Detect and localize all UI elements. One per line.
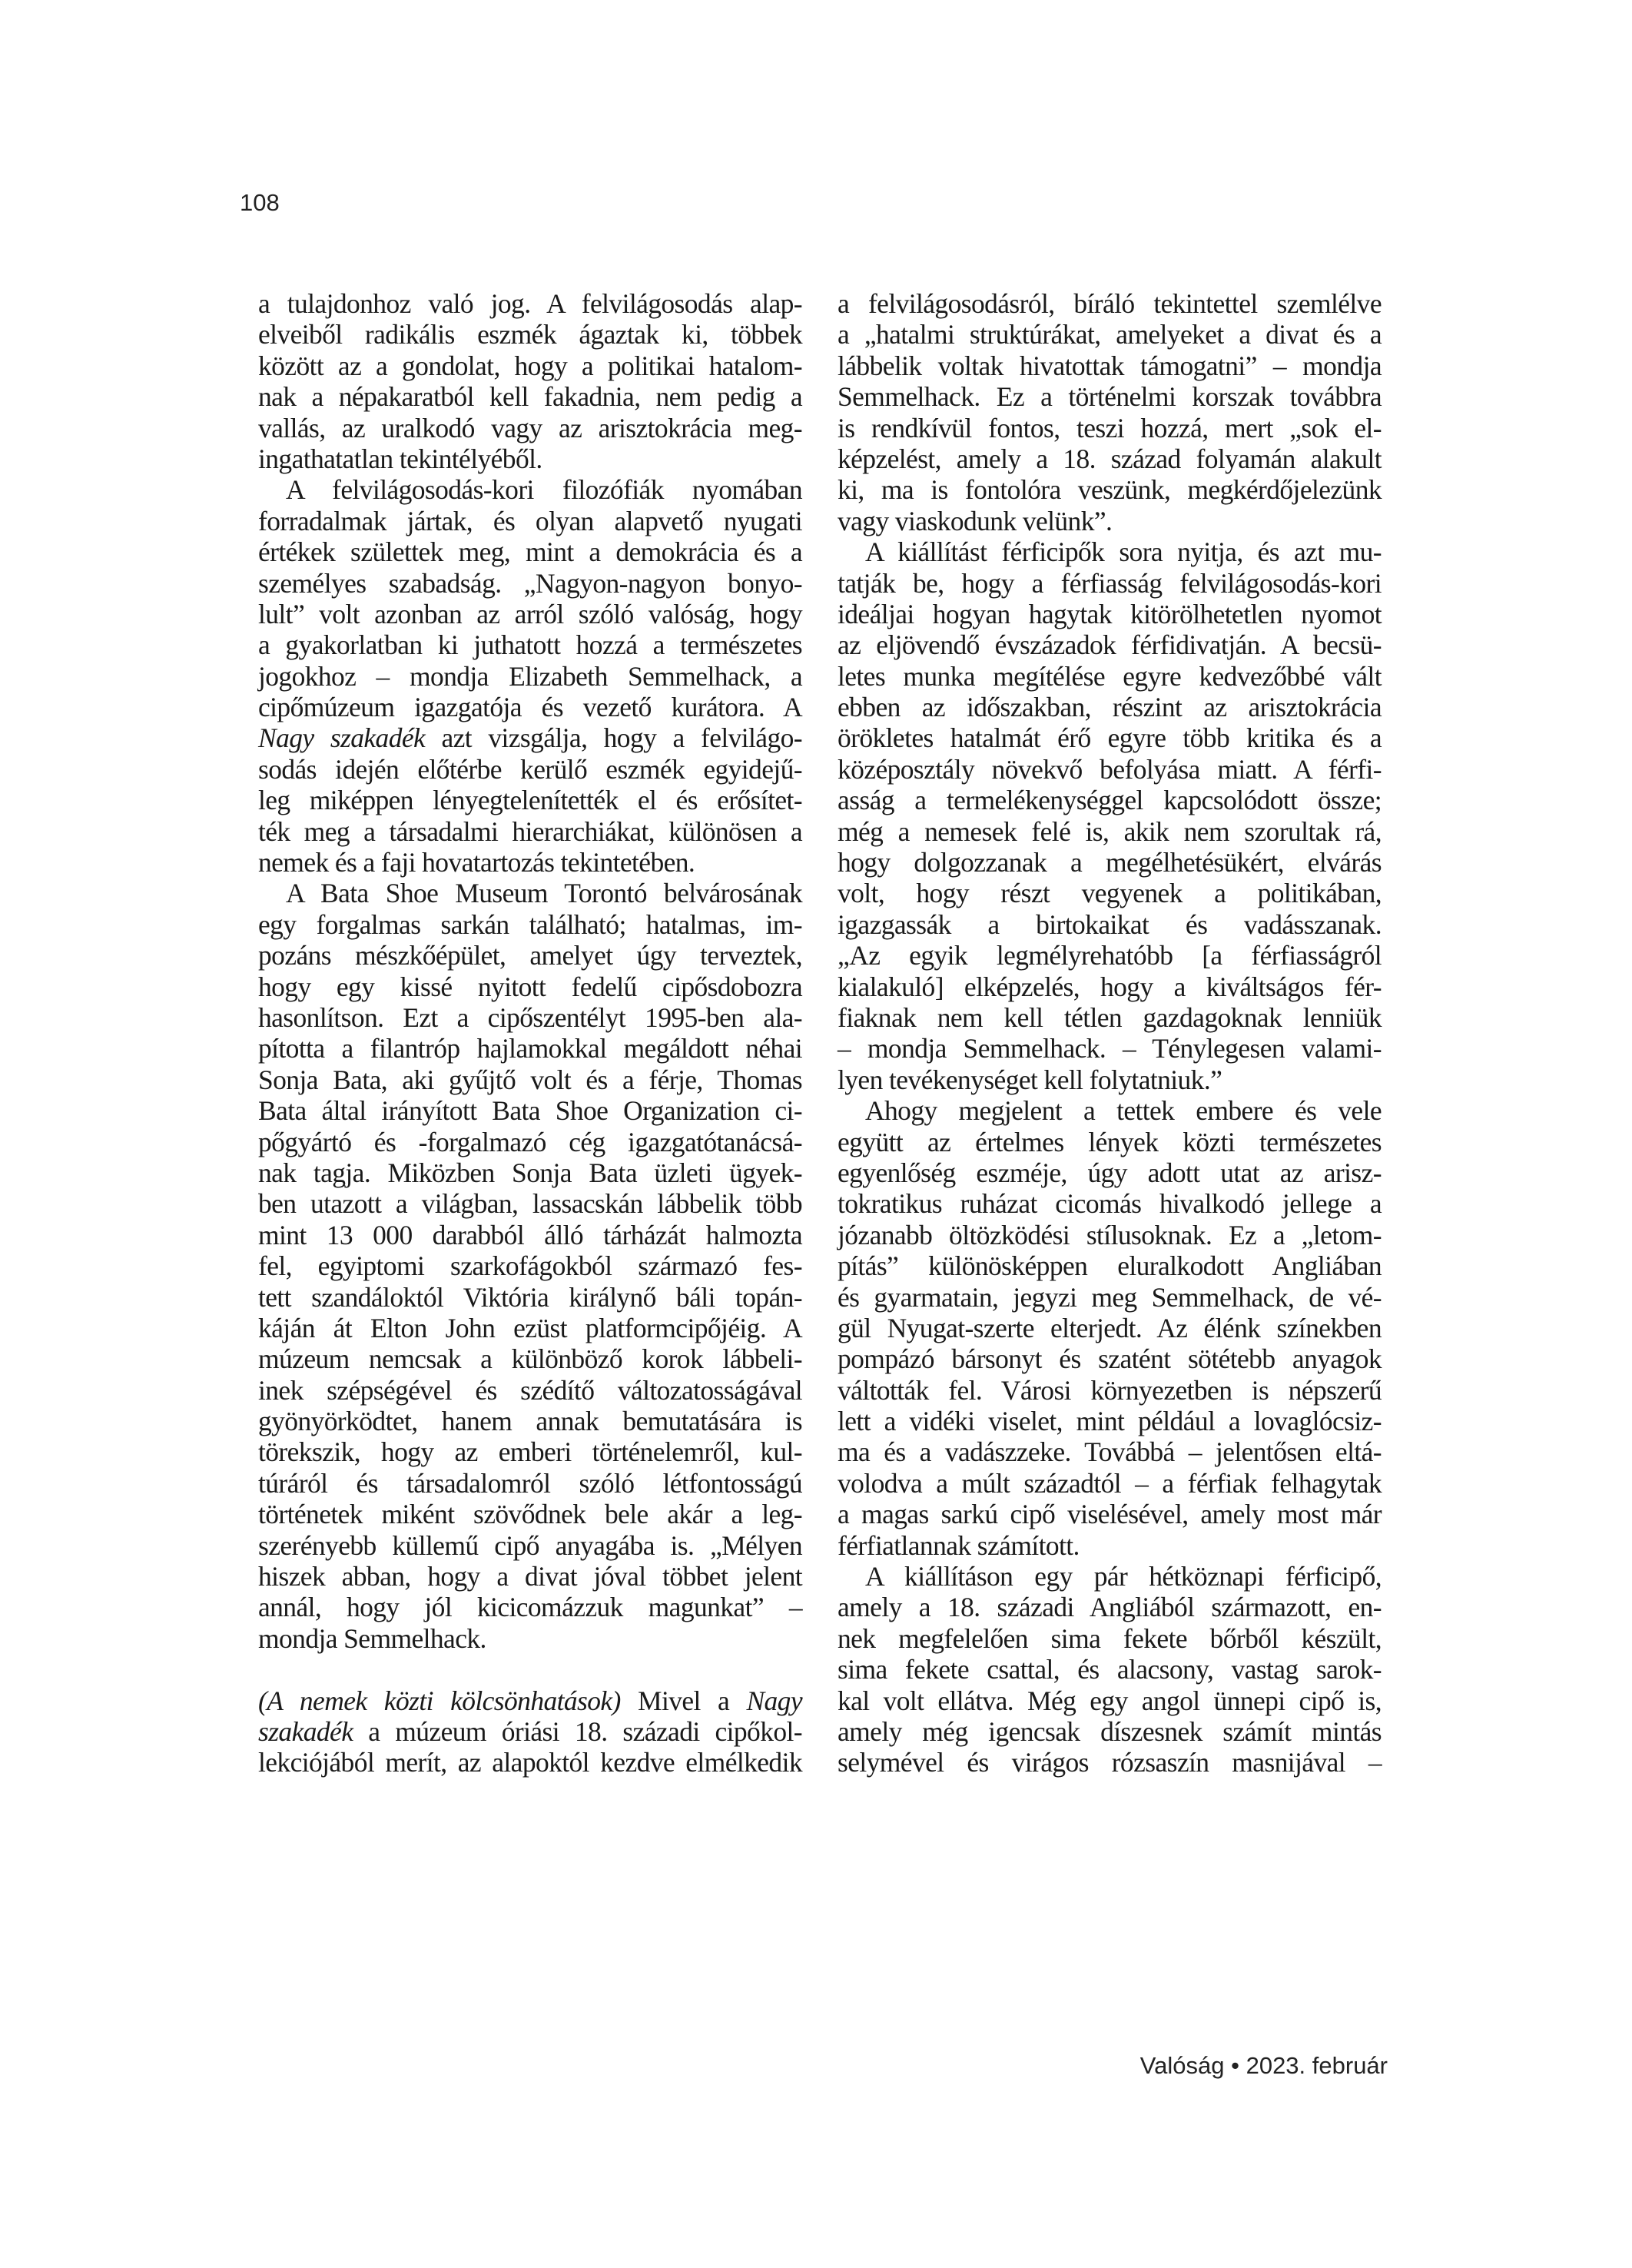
line-text: nemek és a faji hovatartozás tekintetében. <box>258 847 695 878</box>
line-text: személyes szabadság. „Nagyon-nagyon bonyo- <box>258 567 802 599</box>
line-text: váltották fel. Városi környezetben is népszerű <box>838 1374 1382 1406</box>
text-line <box>838 754 1382 785</box>
line-text: a felvilágosodásról, bíráló tekintettel szemlélve <box>838 288 1382 319</box>
text-line <box>258 568 802 599</box>
text-line <box>258 1095 802 1126</box>
text-line <box>838 1250 1382 1281</box>
line-text: pompázó bársonyt és szatént sötétebb anyagok <box>838 1343 1382 1375</box>
text-line <box>258 1499 802 1529</box>
line-text: és gyarmatain, jegyzi meg Semmelhack, de vé- <box>838 1281 1382 1313</box>
line-text: ingathatatlan tekintélyéből. <box>258 443 542 474</box>
line-text: pőgyártó és -forgalmazó cég igazgatótanácsá- <box>258 1126 802 1157</box>
line-text: pította a filantróp hajlamokkal megáldott néhai <box>258 1033 802 1064</box>
text-line <box>838 1033 1382 1064</box>
line-text: volodva a múlt századtól – a férfiak felhagytak <box>838 1467 1382 1499</box>
text-line <box>838 319 1382 350</box>
text-line <box>838 785 1382 815</box>
text-line <box>258 1592 802 1622</box>
line-text: sima fekete csattal, és alacsony, vastag sarok- <box>838 1654 1382 1685</box>
italic-title: Nagy <box>746 1685 802 1716</box>
text-line <box>258 1282 802 1313</box>
line-text: asság a termelékenységgel kapcsolódott össze; <box>838 785 1382 816</box>
text-line <box>258 1530 802 1561</box>
text-line <box>838 1313 1382 1343</box>
section-gap <box>258 1654 802 1685</box>
text-line <box>838 847 1382 878</box>
text-line <box>258 1561 802 1592</box>
line-text: együtt az értelmes lények közti természetes <box>838 1126 1382 1157</box>
text-line <box>258 1375 802 1406</box>
line-text: középosztály növekvő befolyása miatt. A férfi- <box>838 753 1382 785</box>
line-text: pítás” különösképpen eluralkodott Angliában <box>838 1250 1382 1282</box>
text-line <box>838 971 1382 1002</box>
line-text: gyönyörködtet, hanem annak bemutatására is <box>258 1406 802 1437</box>
line-text: forradalmak jártak, és olyan alapvető nyugati <box>258 505 802 536</box>
line-text: Semmelhack. Ez a történelmi korszak továbbra <box>838 381 1382 413</box>
page-number: 108 <box>240 189 280 216</box>
text-line <box>258 785 802 815</box>
line-text: lett a vidéki viselet, mint például a lovaglócsiz- <box>838 1406 1382 1437</box>
text-line <box>838 1375 1382 1406</box>
line-text: igazgassák a birtokaikat és vadásszanak. <box>838 908 1382 940</box>
text-line <box>258 754 802 785</box>
line-text: amely a 18. századi Angliából származott, en- <box>838 1592 1382 1623</box>
text-line <box>838 1095 1382 1126</box>
line-text: szerényebb küllemű cipő anyagába is. „Mélyen <box>258 1529 802 1561</box>
line-text: jogokhoz – mondja Elizabeth Semmelhack, a <box>258 660 802 692</box>
line-text: józanabb öltözködési stílusoknak. Ez a „letom- <box>838 1219 1382 1250</box>
line-text: A kiállításon egy pár hétköznapi férficipő, <box>865 1561 1382 1592</box>
text-line <box>838 381 1382 412</box>
text-line <box>258 350 802 381</box>
italic-title: szakadék <box>258 1715 353 1747</box>
line-text: túráról és társadalomról szóló létfontosságú <box>258 1467 802 1499</box>
text-line <box>258 1157 802 1188</box>
line-text: is rendkívül fontos, teszi hozzá, mert „sok el- <box>838 412 1382 443</box>
line-text: képzelést, amely a 18. század folyamán alakult <box>838 443 1382 474</box>
line-text: lábbelik voltak hivatottak támogatni” – mondja <box>838 350 1382 381</box>
text-line <box>838 1282 1382 1313</box>
italic-title: Nagy szakadék <box>258 722 426 754</box>
line-text: sodás idején előtérbe kerülő eszmék egyidejű- <box>258 753 802 785</box>
text-line <box>838 350 1382 381</box>
line-text: lekciójából merít, az alapoktól kezdve elmélkedik <box>258 1747 802 1778</box>
text-line <box>838 1468 1382 1499</box>
text-line <box>838 1747 1382 1778</box>
text-line <box>258 878 802 908</box>
line-text: nek megfelelően sima fekete bőrből készült, <box>838 1622 1382 1654</box>
line-text: Ahogy megjelent a tettek embere és vele <box>865 1095 1382 1127</box>
text-line <box>258 443 802 474</box>
right-column <box>838 288 1382 1778</box>
line-text: letes munka megítélése egyre kedvezőbbé vált <box>838 660 1382 692</box>
text-line <box>838 878 1382 908</box>
line-text: mint 13 000 darabból álló tárházát halmozta <box>258 1219 802 1250</box>
text-line <box>838 692 1382 722</box>
line-text: ebben az időszakban, részint az arisztokrácia <box>838 692 1382 723</box>
text-line <box>258 319 802 350</box>
line-text: „Az egyik legmélyrehatóbb [a férfiasságról <box>838 940 1382 971</box>
text-line <box>258 692 802 722</box>
line-text: férfiatlannak számított. <box>838 1529 1080 1561</box>
text-line <box>838 1685 1382 1716</box>
line-text: annál, hogy jól kicicomázzuk magunkat” – <box>258 1592 802 1623</box>
text-line <box>838 661 1382 692</box>
line-text: Mivel a <box>620 1685 747 1716</box>
text-line <box>258 1436 802 1467</box>
line-text: elveiből radikális eszmék ágaztak ki, többek <box>258 319 802 350</box>
text-line <box>258 506 802 536</box>
line-text: volt, hogy részt vegyenek a politikában, <box>838 878 1382 909</box>
line-text: ki, ma is fontolóra veszünk, megkérdőjelezünk <box>838 474 1382 506</box>
text-line <box>838 1406 1382 1436</box>
text-line <box>258 1002 802 1033</box>
line-text: fiaknak nem kell tétlen gazdagoknak lenniük <box>838 1001 1382 1033</box>
text-line <box>258 1033 802 1064</box>
line-text: káján át Elton John ezüst platformcipőjéig. A <box>258 1312 802 1343</box>
text-line <box>838 629 1382 660</box>
line-text: mondja Semmelhack. <box>258 1622 486 1654</box>
text-line <box>258 1623 802 1654</box>
line-text: kal volt ellátva. Még egy angol ünnepi cipő is, <box>838 1685 1382 1716</box>
text-line <box>838 1343 1382 1374</box>
line-text: egyenlőség eszméje, úgy adott utat az arisz- <box>838 1157 1382 1188</box>
line-text: pozáns mészkőépület, amelyet úgy terveztek, <box>258 940 802 971</box>
line-text: között az a gondolat, hogy a politikai hatalom- <box>258 350 802 381</box>
text-line <box>838 1499 1382 1529</box>
line-text: lyen tevékenységet kell folytatniuk.” <box>838 1064 1222 1095</box>
text-line <box>838 599 1382 629</box>
text-line <box>258 474 802 505</box>
page-footer: Valóság • 2023. február <box>1139 2052 1388 2079</box>
line-text: lult” volt azonban az arról szóló valóság, hogy <box>258 598 802 629</box>
line-text: tokratikus ruházat cicomás hivalkodó jellege a <box>838 1188 1382 1220</box>
text-line <box>838 816 1382 847</box>
line-text: leg miképpen lényegtelenítették el és erősítet- <box>258 785 802 816</box>
line-text: Sonja Bata, aki gyűjtő volt és a férje, Thomas <box>258 1064 802 1095</box>
text-line <box>838 1436 1382 1467</box>
line-text: történetek miként szövődnek bele akár a leg- <box>258 1499 802 1530</box>
line-text: A kiállítást férficipők sora nyitja, és azt mu- <box>865 536 1382 568</box>
line-text: tatják be, hogy a férfiasság felvilágosodás-kori <box>838 567 1382 599</box>
line-text: egy forgalmas sarkán található; hatalmas, im- <box>258 908 802 940</box>
line-text: a „hatalmi struktúrákat, amelyeket a divat és a <box>838 319 1382 350</box>
text-line <box>838 1002 1382 1033</box>
text-line <box>838 1716 1382 1747</box>
line-text: ideáljai hogyan hagytak kitörölhetetlen nyomot <box>838 598 1382 629</box>
line-text: – mondja Semmelhack. – Ténylegesen valami- <box>838 1033 1382 1064</box>
left-column <box>258 288 802 1778</box>
text-line <box>838 443 1382 474</box>
line-text: A Bata Shoe Museum Torontó belvárosának <box>286 878 802 909</box>
text-line <box>258 1747 802 1778</box>
line-text: hasonlítson. Ezt a cipőszentélyt 1995-ben ala- <box>258 1001 802 1033</box>
text-line <box>838 536 1382 567</box>
line-text: még a nemesek felé is, akik nem szorultak rá, <box>838 815 1382 847</box>
line-text: a tulajdonhoz való jog. A felvilágosodás alap- <box>258 288 802 319</box>
line-text: hogy dolgozzanak a megélhetésükért, elvárás <box>838 847 1382 878</box>
text-line <box>838 1592 1382 1622</box>
line-text: amely még igencsak díszesnek számít mintás <box>838 1715 1382 1747</box>
text-line <box>838 1064 1382 1095</box>
text-line <box>838 1220 1382 1250</box>
text-line <box>258 722 802 753</box>
text-line <box>258 288 802 319</box>
text-line <box>258 1313 802 1343</box>
line-text: tett szandáloktól Viktória királynő báli topán- <box>258 1281 802 1313</box>
line-text: vagy viaskodunk velünk”. <box>838 505 1113 536</box>
text-line <box>258 413 802 443</box>
text-line <box>258 1188 802 1219</box>
line-text: a magas sarkú cipő viselésével, amely most már <box>838 1499 1382 1530</box>
text-line <box>258 629 802 660</box>
text-line <box>258 1250 802 1281</box>
text-line <box>838 568 1382 599</box>
text-line <box>258 1343 802 1374</box>
line-text: értékek születtek meg, mint a demokrácia és a <box>258 536 802 568</box>
line-text: hogy egy kissé nyitott fedelű cipősdobozra <box>258 971 802 1002</box>
line-text: vallás, az uralkodó vagy az arisztokrácia meg- <box>258 412 802 443</box>
text-line <box>258 1406 802 1436</box>
text-line <box>838 506 1382 536</box>
text-line <box>838 288 1382 319</box>
text-line <box>258 971 802 1002</box>
text-line <box>258 1468 802 1499</box>
line-text: kialakuló] elképzelés, hogy a kiváltságos fér- <box>838 971 1382 1002</box>
line-text: inek szépségével és szédítő változatosságával <box>258 1374 802 1406</box>
line-text: cipőmúzeum igazgatója és vezető kurátora. A <box>258 692 802 723</box>
text-line <box>838 1157 1382 1188</box>
text-line <box>258 816 802 847</box>
line-text: ték meg a társadalmi hierarchiákat, különösen a <box>258 815 802 847</box>
text-line <box>838 940 1382 971</box>
text-line <box>258 1064 802 1095</box>
line-text: selymével és virágos rózsaszín masnijával – <box>838 1747 1382 1778</box>
line-text: a múzeum óriási 18. századi cipőkol- <box>353 1715 802 1747</box>
text-line <box>258 940 802 971</box>
text-line <box>838 1127 1382 1157</box>
line-text: nak a népakaratból kell fakadnia, nem pedig a <box>258 381 802 413</box>
line-text: az eljövendő évszázadok férfidivatján. A becsü- <box>838 629 1382 661</box>
text-line <box>258 1220 802 1250</box>
line-text: a gyakorlatban ki juthatott hozzá a természetes <box>258 629 802 661</box>
text-line <box>838 909 1382 940</box>
line-text: ma és a vadászzeke. Továbbá – jelentősen eltá- <box>838 1436 1382 1468</box>
line-text: fel, egyiptomi szarkofágokból származó fes- <box>258 1250 802 1282</box>
text-line <box>838 1530 1382 1561</box>
text-line <box>838 1623 1382 1654</box>
line-text: hiszek abban, hogy a divat jóval többet jelent <box>258 1561 802 1592</box>
text-line <box>838 1188 1382 1219</box>
text-line <box>258 909 802 940</box>
section-heading: (A nemek közti kölcsönhatások) <box>258 1685 621 1716</box>
line-text: Bata által irányított Bata Shoe Organization ci- <box>258 1095 802 1127</box>
text-line <box>838 722 1382 753</box>
line-text: ben utazott a világban, lassacskán lábbelik több <box>258 1188 802 1220</box>
text-line <box>258 847 802 878</box>
line-text: múzeum nemcsak a különböző korok lábbeli- <box>258 1343 802 1375</box>
text-line <box>838 413 1382 443</box>
text-line <box>258 1716 802 1747</box>
text-line <box>258 1127 802 1157</box>
text-line <box>838 1654 1382 1685</box>
line-text: azt vizsgálja, hogy a felvilágo- <box>425 722 802 754</box>
text-line <box>258 381 802 412</box>
text-line <box>258 661 802 692</box>
line-text: A felvilágosodás-kori filozófiák nyomában <box>286 474 802 506</box>
line-text: örökletes hatalmát érő egyre több kritika és a <box>838 722 1382 754</box>
line-text: nak tagja. Miközben Sonja Bata üzleti ügyek- <box>258 1157 802 1188</box>
text-line <box>258 536 802 567</box>
text-line <box>838 1561 1382 1592</box>
text-line <box>258 599 802 629</box>
text-line <box>838 474 1382 505</box>
text-line <box>258 1685 802 1716</box>
line-text: törekszik, hogy az emberi történelemről, kul- <box>258 1436 802 1468</box>
line-text: gül Nyugat-szerte elterjedt. Az élénk színekben <box>838 1312 1382 1343</box>
